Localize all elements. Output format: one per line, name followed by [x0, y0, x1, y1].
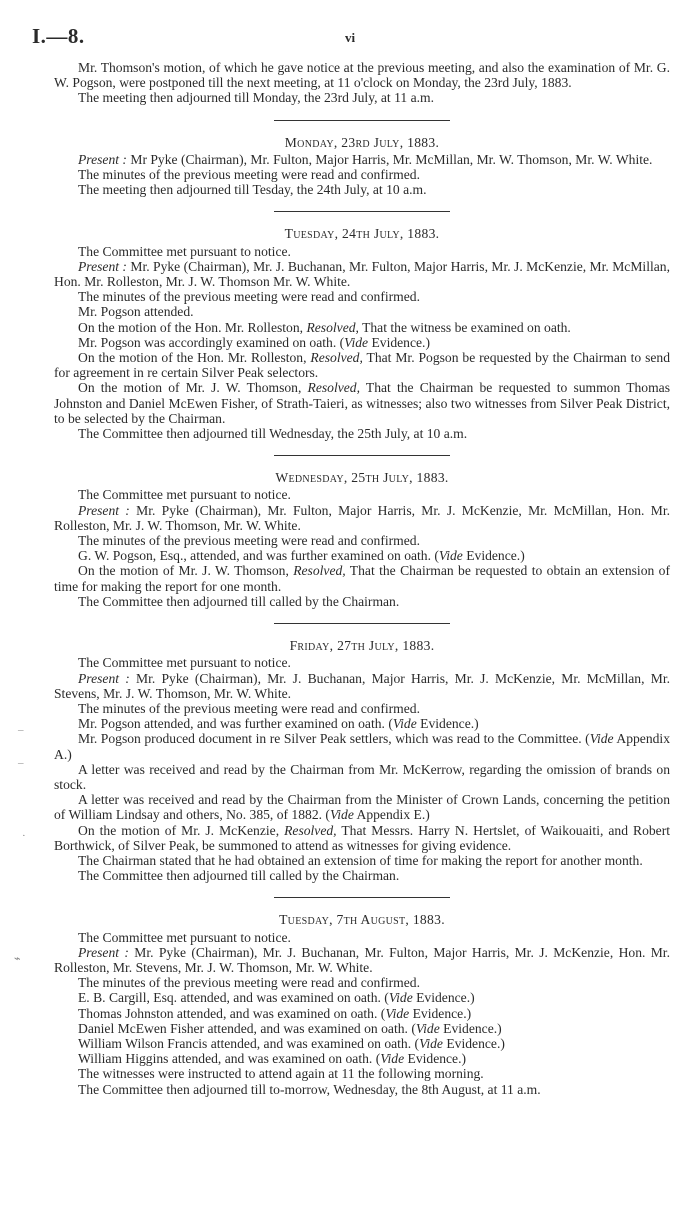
paragraph-text-continued: Evidence.)	[439, 1020, 502, 1036]
meeting-date-heading: Friday, 27th July, 1883.	[289, 638, 435, 654]
minutes-paragraph	[54, 1066, 670, 1081]
minutes-paragraph	[54, 244, 670, 259]
paragraph-text: William Wilson Francis attended, and was examined on oath. (	[78, 1035, 420, 1051]
paragraph-text-continued: Evidence.)	[368, 334, 430, 350]
minutes-paragraph	[54, 853, 670, 868]
spacer	[54, 456, 670, 470]
minutes-paragraph	[54, 792, 670, 822]
meeting-section	[54, 883, 670, 1096]
paragraph-text: Mr. Pogson attended, and was further examined on oath. (	[78, 716, 393, 732]
paragraph-text-continued: Evidence.)	[416, 716, 479, 732]
spacer	[54, 197, 670, 211]
present-label: Present :	[78, 258, 127, 274]
paper-code: I.—8.	[32, 24, 85, 48]
intro-paragraph: Mr. Thomson's motion, of which he gave notice at the previous meeting, and also the examination of Mr. G. W. Pogson, were postponed till the next meeting, at 11 o'clock on Monday, the 23rd July, 1883.	[54, 60, 670, 91]
spacer	[54, 883, 670, 897]
italic-term: Vide	[380, 1051, 405, 1067]
minutes-paragraph	[54, 289, 670, 304]
minutes-paragraph	[54, 1036, 670, 1051]
minutes-paragraph	[54, 182, 670, 197]
minutes-paragraph	[54, 731, 670, 761]
minutes-paragraph	[54, 487, 670, 502]
meeting-date-heading: Tuesday, 7th August, 1883.	[279, 912, 445, 928]
paragraph-text: Mr Pyke (Chairman), Mr. Fulton, Major Harris, Mr. McMillan, Mr. W. Thomson, Mr. W. White.	[126, 151, 653, 167]
paragraph-text: On the motion of the Hon. Mr. Rolleston,	[78, 350, 311, 366]
paragraph-text: On the motion of the Hon. Mr. Rolleston,	[78, 319, 307, 335]
minutes-paragraph	[54, 1021, 670, 1036]
minutes-paragraph	[54, 945, 670, 975]
minutes-paragraph	[54, 823, 670, 853]
paragraph-text: The minutes of the previous meeting were read and confirmed.	[78, 533, 420, 549]
minutes-paragraph	[54, 930, 670, 945]
meeting-section	[54, 609, 670, 883]
minutes-paragraph	[54, 320, 670, 335]
minutes-paragraph	[54, 655, 670, 670]
paragraph-text: The Committee then adjourned till to-morrow, Wednesday, the 8th August, at 11 a.m.	[78, 1081, 541, 1097]
paragraph-text-continued: Evidence.)	[462, 548, 525, 564]
spacer	[54, 441, 670, 455]
minutes-paragraph	[54, 380, 670, 426]
italic-term: Resolved,	[307, 380, 360, 396]
present-label: Present :	[78, 151, 127, 167]
paragraph-text: The Committee then adjourned till Wednesday, the 25th July, at 10 a.m.	[78, 426, 468, 442]
minutes-paragraph	[54, 563, 670, 593]
italic-term: Vide	[392, 716, 417, 732]
minutes-paragraph	[54, 868, 670, 883]
meeting-date-heading: Tuesday, 24th July, 1883.	[284, 226, 440, 242]
minutes-paragraph	[54, 533, 670, 548]
meeting-section	[54, 197, 670, 441]
minutes-paragraph	[54, 350, 670, 380]
paragraph-text-continued: That Messrs. Harry N. Hertslet, of Waikouaiti, and Robert Borthwick, of Silver Peak, be summoned to attend as witnesses for giving evidence.	[54, 822, 671, 853]
spacer	[54, 898, 670, 912]
paragraph-text: Mr. Pyke (Chairman), Mr. Fulton, Major Harris, Mr. J. McKenzie, Mr. McMillan, Hon. Mr. Rolleston, Mr. J. W. Thomson, Mr. W. White.	[54, 502, 670, 533]
paragraph-text: The Committee met pursuant to notice.	[78, 243, 291, 259]
italic-term: Vide	[419, 1035, 443, 1051]
present-label: Present :	[78, 670, 130, 686]
page-number: vi	[344, 30, 356, 45]
paragraph-text: Mr. Pyke (Chairman), Mr. J. Buchanan, Major Harris, Mr. J. McKenzie, Mr. McMillan, Mr. Stevens, Mr. J. W. Thomson, Mr. W. White.	[54, 670, 670, 701]
paragraph-text: Mr. Pogson attended.	[78, 304, 194, 320]
paragraph-text: Mr. Pyke (Chairman), Mr. J. Buchanan, Mr. Fulton, Major Harris, Mr. J. McKenzie, Mr. McMillan, Hon. Mr. Rolleston, Mr. J. W. Thomson Mr. W. White.	[54, 258, 670, 290]
spacer	[54, 212, 670, 226]
paragraph-text-continued: Evidence.)	[409, 1005, 472, 1021]
minutes-paragraph	[54, 671, 670, 701]
spacer	[54, 106, 670, 120]
minutes-paragraph	[54, 167, 670, 182]
paragraph-text: The Committee met pursuant to notice.	[78, 487, 291, 503]
paragraph-text: William Higgins attended, and was examined on oath. (	[78, 1051, 381, 1067]
paragraph-text: Daniel McEwen Fisher attended, and was examined on oath. (	[78, 1020, 416, 1036]
italic-term: Vide	[344, 334, 369, 350]
paragraph-text-continued: That the Chairman be requested to obtain an extension of time for making the report for one month.	[54, 563, 670, 594]
paragraph-text: Mr. Pyke (Chairman), Mr. J. Buchanan, Mr. Fulton, Major Harris, Mr. J. McKenzie, Hon. Mr. Rolleston, Mr. Stevens, Mr. J. W. Thomson, Mr. W. White.	[54, 944, 670, 975]
minutes-paragraph	[54, 304, 670, 319]
paragraph-text: On the motion of Mr. J. W. Thomson,	[78, 380, 308, 396]
paragraph-text: The Committee met pursuant to notice.	[78, 655, 291, 671]
italic-term: Vide	[438, 548, 463, 564]
paragraph-text: The Committee met pursuant to notice.	[78, 929, 291, 945]
present-label: Present :	[78, 502, 130, 518]
paragraph-text-continued: Evidence.)	[442, 1035, 505, 1051]
paragraph-text: The Chairman stated that he had obtained an extension of time for making the report for another month.	[78, 852, 643, 868]
spacer	[54, 609, 670, 623]
paragraph-text: On the motion of Mr. J. W. Thomson,	[78, 563, 294, 579]
minutes-paragraph	[54, 594, 670, 609]
minutes-paragraph	[54, 548, 670, 563]
paragraph-text: E. B. Cargill, Esq. attended, and was examined on oath. (	[78, 990, 389, 1006]
minutes-paragraph	[54, 1006, 670, 1021]
paragraph-text: The minutes of the previous meeting were read and confirmed.	[78, 700, 420, 716]
paragraph-text: The Committee then adjourned till called by the Chairman.	[78, 593, 400, 609]
italic-term: Vide	[589, 731, 614, 747]
intro-paragraph: The meeting then adjourned till Monday, the 23rd July, at 11 a.m.	[78, 90, 434, 106]
minutes-paragraph	[54, 975, 670, 990]
minutes-paragraph	[54, 426, 670, 441]
present-label: Present :	[78, 944, 129, 960]
meeting-section	[54, 106, 670, 198]
paragraph-text: A letter was received and read by the Chairman from Mr. McKerrow, regarding the omission of brands on stock.	[54, 761, 670, 792]
minutes-paragraph	[54, 701, 670, 716]
minutes-paragraph	[54, 259, 670, 289]
margin-ink-mark: ⌁	[14, 953, 21, 965]
paragraph-text: The minutes of the previous meeting were read and confirmed.	[78, 167, 420, 183]
minutes-paragraph	[54, 1082, 670, 1097]
italic-term: Vide	[385, 1005, 410, 1021]
margin-dash: –	[18, 757, 24, 769]
minutes-paragraph	[54, 1051, 670, 1066]
italic-term: Resolved,	[284, 822, 337, 838]
margin-dot: ·	[22, 830, 26, 842]
paragraph-text-continued: Appendix E.)	[353, 807, 430, 823]
italic-term: Vide	[329, 807, 354, 823]
italic-term: Resolved,	[306, 319, 359, 335]
italic-term: Vide	[388, 990, 413, 1006]
paragraph-text: The witnesses were instructed to attend again at 11 the following morning.	[78, 1066, 484, 1082]
paragraph-text: Thomas Johnston attended, and was examined on oath. (	[78, 1005, 386, 1021]
paragraph-text: Mr. Pogson was accordingly examined on oath. (	[78, 334, 345, 350]
paragraph-text: A letter was received and read by the Chairman from the Minister of Crown Lands, concerning the petition of William Lindsay and others, No. 385, of 1882. (	[54, 792, 670, 823]
minutes-paragraph	[54, 503, 670, 533]
paragraph-text: The minutes of the previous meeting were read and confirmed.	[78, 289, 420, 305]
paragraph-text-continued: That the witness be examined on oath.	[358, 319, 571, 335]
paragraph-text-continued: That Mr. Pogson be requested by the Chairman to send for agreement in re certain Silver Peak selectors.	[54, 350, 670, 381]
italic-term: Resolved,	[293, 563, 346, 579]
meeting-date-heading: Monday, 23rd July, 1883.	[284, 134, 440, 150]
margin-dash: –	[18, 724, 24, 736]
spacer	[54, 624, 670, 638]
meeting-section	[54, 441, 670, 609]
minutes-paragraph	[54, 716, 670, 731]
paragraph-text: Mr. Pogson produced document in re Silver Peak settlers, which was read to the Committee. (	[78, 731, 590, 747]
paragraph-text-continued: Appendix A.)	[54, 731, 670, 762]
italic-term: Vide	[415, 1020, 440, 1036]
paragraph-text: The Committee then adjourned till called by the Chairman.	[78, 868, 400, 884]
paragraph-text: G. W. Pogson, Esq., attended, and was further examined on oath. (	[78, 548, 439, 564]
paragraph-text: On the motion of Mr. J. McKenzie,	[78, 822, 285, 838]
meeting-date-heading: Wednesday, 25th July, 1883.	[275, 470, 449, 486]
minutes-paragraph	[54, 335, 670, 350]
paragraph-text-continued: That the Chairman be requested to summon Thomas Johnston and Daniel McEwen Fisher, of Strath-Taieri, as witnesses; also two witnesses from Silver Peak District, to be selected by the Chairman.	[54, 380, 670, 426]
italic-term: Resolved,	[310, 350, 363, 366]
paragraph-text-continued: Evidence.)	[412, 990, 475, 1006]
minutes-paragraph	[54, 990, 670, 1005]
minutes-paragraph	[54, 152, 670, 167]
paragraph-text: The meeting then adjourned till Tesday, the 24th July, at 10 a.m.	[78, 182, 427, 198]
paragraph-text-continued: Evidence.)	[404, 1051, 467, 1067]
spacer	[54, 121, 670, 135]
minutes-body	[54, 60, 670, 1097]
paragraph-text: The minutes of the previous meeting were read and confirmed.	[78, 975, 420, 991]
minutes-paragraph	[54, 762, 670, 792]
